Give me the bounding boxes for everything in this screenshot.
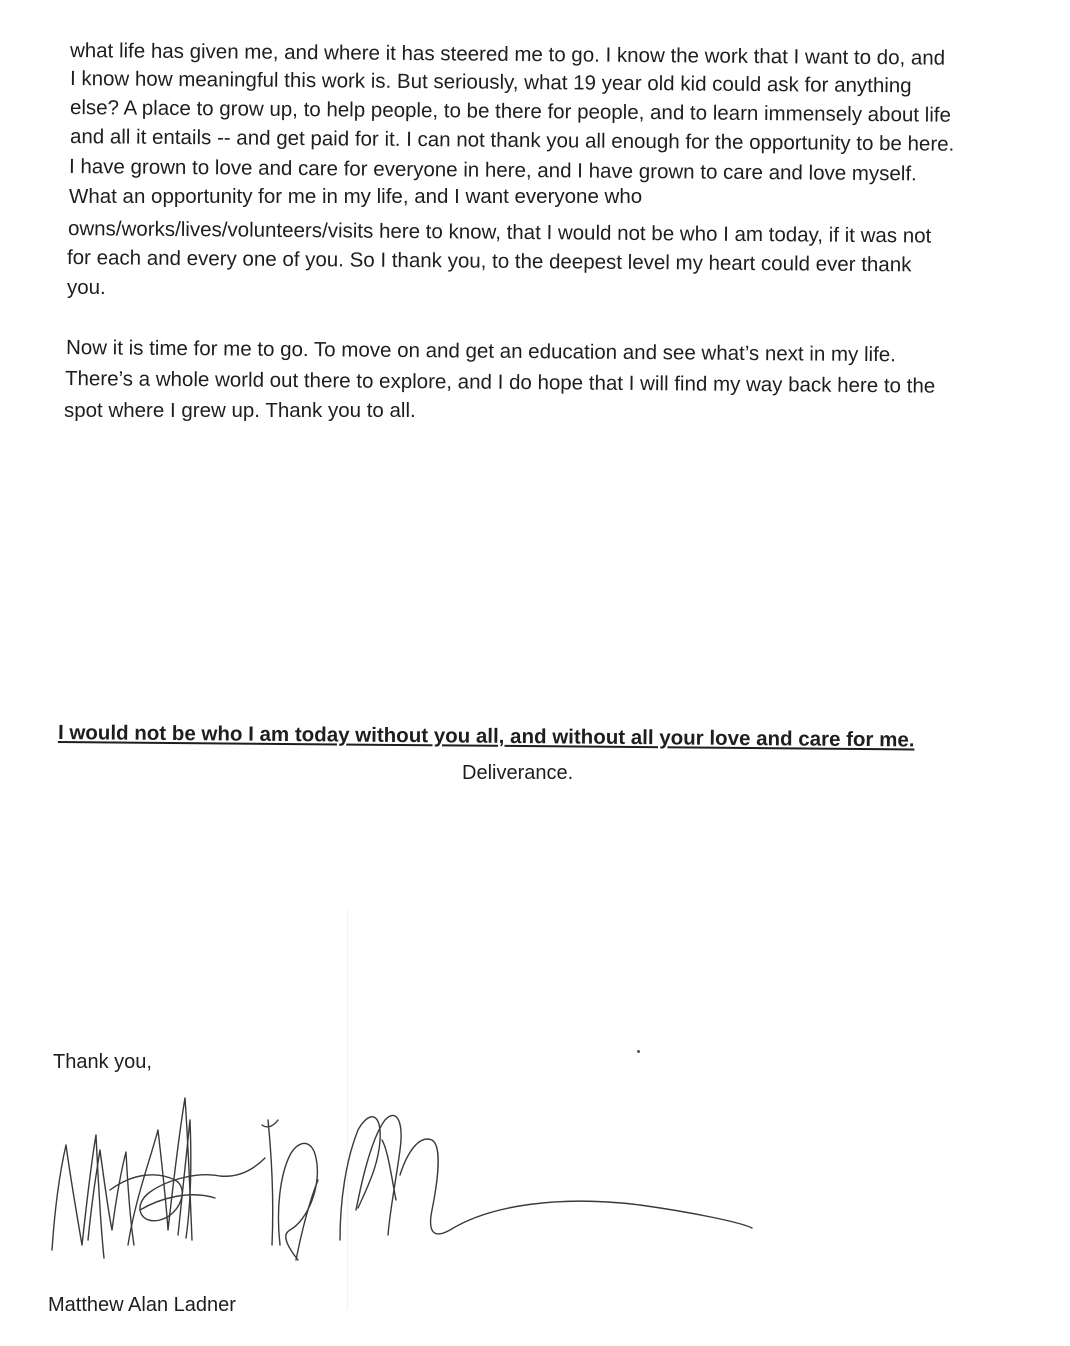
printed-name: Matthew Alan Ladner (48, 1294, 236, 1316)
paragraph-1-line: I have grown to love and care for everyone in here, and I have grown to care and love myself. (68, 155, 917, 186)
paragraph-1-line: for each and every one of you. So I thank you, to the deepest level my heart could ever thank (66, 246, 912, 277)
closing-word: Deliverance. (462, 762, 574, 784)
closing-statement: I would not be who I am today without you all, and without all your love and care for me. (57, 721, 915, 752)
paragraph-1-line: What an opportunity for me in my life, and I want everyone who (69, 185, 643, 208)
paragraph-2-line: spot where I grew up. Thank you to all. (64, 399, 416, 422)
paragraph-1-line: and all it entails -- and get paid for it. I can not thank you all enough for the opportunity to be here. (69, 125, 955, 156)
signature-image (40, 1080, 780, 1270)
paragraph-2-line: Now it is time for me to go. To move on and get an education and see what’s next in my life. (65, 336, 897, 367)
ink-speck (637, 1050, 640, 1053)
paragraph-1-line: I know how meaningful this work is. But seriously, what 19 year old kid could ask for anything (69, 67, 912, 98)
paragraph-1-line: what life has given me, and where it has steered me to go. I know the work that I want to do, and (69, 39, 946, 70)
paragraph-2-line: There’s a whole world out there to explore, and I do hope that I will find my way back here to the (64, 367, 936, 398)
paragraph-1-line: you. (67, 276, 106, 299)
paragraph-1-line: else? A place to grow up, to help people, to be there for people, and to learn immensely about life (69, 96, 952, 127)
salutation: Thank you, (53, 1051, 152, 1073)
paragraph-1-line: owns/works/lives/volunteers/visits here to know, that I would not be who I am today, if it was not (67, 217, 932, 248)
